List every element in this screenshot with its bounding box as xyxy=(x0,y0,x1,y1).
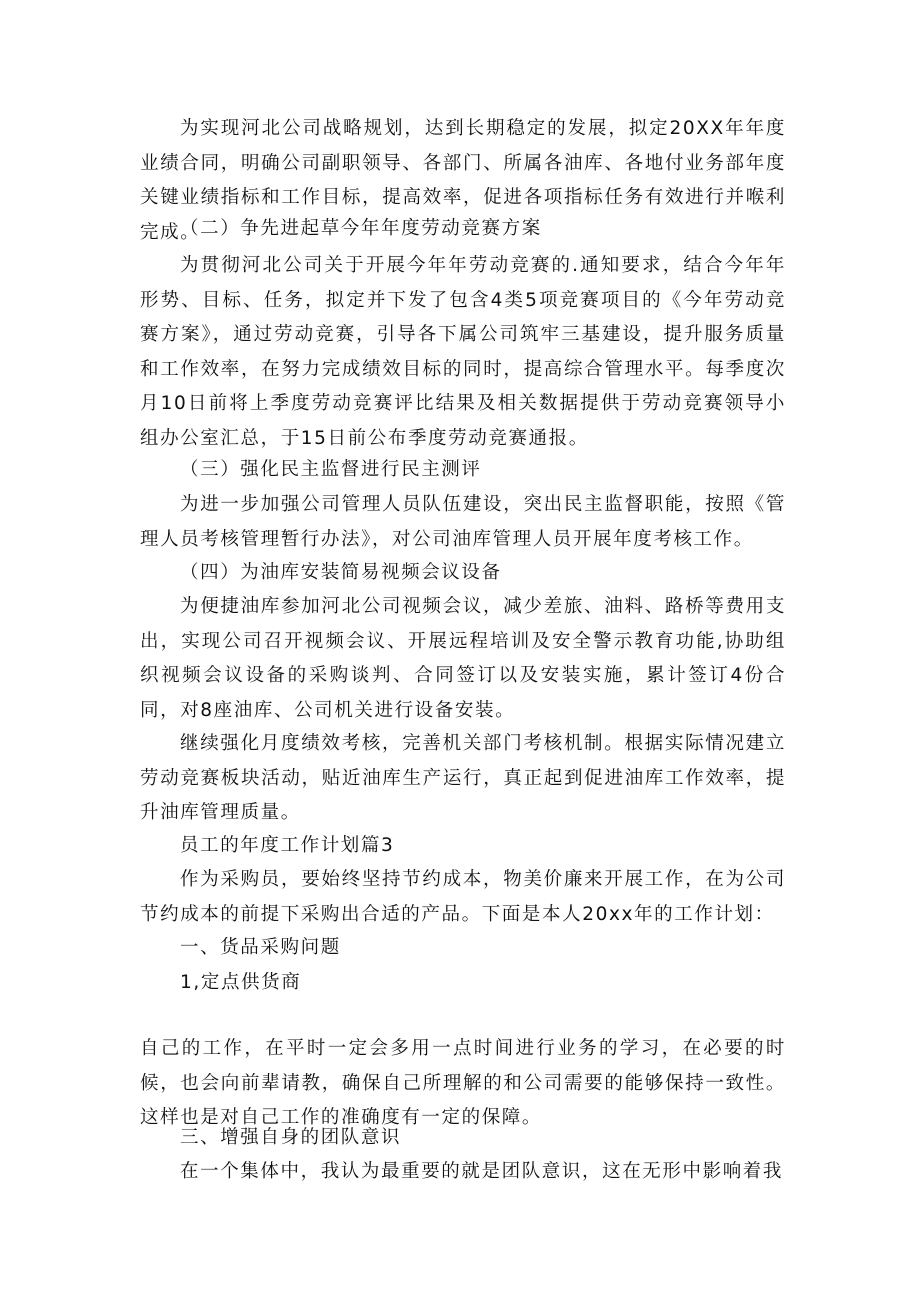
paragraph-self-study: 自己的工作，在平时一定会多用一点时间进行业务的学习，在必要的时候，也会向前辈请教，确保自己所理解的和公司需要的能够保持一致性。这样也是对自己工作的准确度有一定的保障。 xyxy=(140,1038,786,1128)
section-heading-plan-3: 员工的年度工作计划篇3 xyxy=(180,835,395,856)
section-heading-2: （二）争先进起草今年年度劳动竞赛方案 xyxy=(180,218,542,239)
subheading-fixed-supplier: 1,定点供货商 xyxy=(180,972,302,993)
section-heading-team-spirit: 三、增强自身的团队意识 xyxy=(180,1127,402,1148)
section-heading-4: （四）为油库安装简易视频会议设备 xyxy=(180,562,502,583)
paragraph-performance-review: 继续强化月度绩效考核，完善机关部门考核机制。根据实际情况建立劳动竞赛板块活动，贴近油库生产运行，真正起到促进油库工作效率，提升油库管理质量。 xyxy=(140,733,786,823)
section-heading-procurement: 一、货品采购问题 xyxy=(180,937,341,958)
paragraph-labor-competition: 为贯彻河北公司关于开展今年年劳动竞赛的.通知要求，结合今年年形势、目标、任务，拟定并下发了包含4类5项竞赛项目的《今年劳动竞赛方案》，通过劳动竞赛，引导各下属公司筑牢三基建设，提升服务质量和工作效率，在努力完成绩效目标的同时，提高综合管理水平。每季度次月10日前将上季度劳动竞赛评比结果及相关数据提供于劳动竞赛领导小组办公室汇总，于15日前公布季度劳动竞赛通报。 xyxy=(140,255,786,449)
paragraph-video-conference: 为便捷油库参加河北公司视频会议，减少差旅、油料、路桥等费用支出，实现公司召开视频会议、开展远程培训及安全警示教育功能,协助组织视频会议设备的采购谈判、合同签订以及安装实施，累计签订4份合同，对8座油库、公司机关进行设备安装。 xyxy=(140,596,786,721)
paragraph-contract-goal: 为实现河北公司战略规划，达到长期稳定的发展，拟定20XX年年度业绩合同，明确公司副职领导、各部门、所属各油库、各地付业务部年度关键业绩指标和工作目标，提高效率，促进各项指标任务有效进行并喉利完成。 xyxy=(140,118,786,243)
paragraph-purchaser-intro: 作为采购员，要始终坚持节约成本，物美价廉来开展工作，在为公司节约成本的前提下采购出合适的产品。下面是本人20xx年的工作计划： xyxy=(140,869,786,925)
section-heading-3: （三）强化民主监督进行民主测评 xyxy=(180,459,482,480)
paragraph-democratic-review: 为进一步加强公司管理人员队伍建设，突出民主监督职能，按照《管理人员考核管理暂行办法》，对公司油库管理人员开展年度考核工作。 xyxy=(140,494,786,550)
paragraph-team-spirit: 在一个集体中，我认为最重要的就是团队意识，这在无形中影响着我 xyxy=(180,1161,784,1182)
